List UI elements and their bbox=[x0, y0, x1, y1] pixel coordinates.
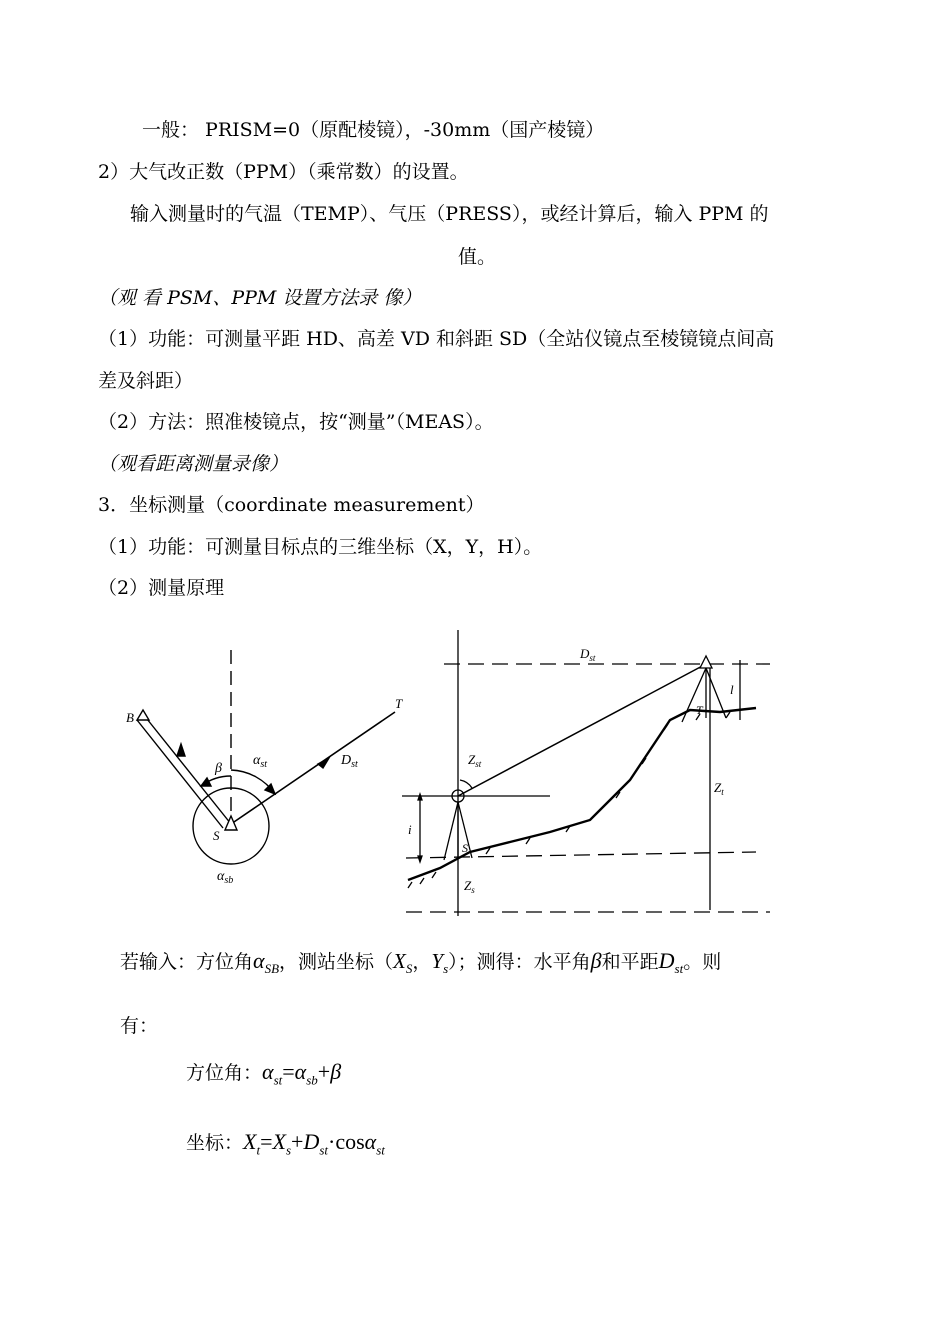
label-instrument-height: i bbox=[408, 822, 412, 837]
video-note-psm: （观 看 PSM、PPM 设置方法录 像） bbox=[98, 287, 422, 309]
label-alpha-sb: $\alpha_{sb}$ bbox=[217, 869, 234, 886]
ppm-description-end: 值。 bbox=[458, 246, 497, 268]
label-dst: $D_{st}$ bbox=[341, 753, 358, 770]
input-description: 若输入：方位角$\alpha_{SB}$，测站坐标（$X_S$，$Y_s$）；测得：水平角β和平距$D_{st}$。则 bbox=[120, 948, 722, 976]
label-beta: β bbox=[215, 761, 222, 776]
label-b: B bbox=[126, 710, 134, 725]
ppm-heading: 2）大气改正数（PPM）（乘常数）的设置。 bbox=[98, 161, 469, 183]
video-note-distance: （观看距离测量录像） bbox=[98, 453, 289, 475]
label-zs: $Z_s$ bbox=[464, 878, 475, 895]
label-alpha-st: $\alpha_{st}$ bbox=[253, 753, 268, 770]
profile-view-diagram bbox=[400, 620, 780, 920]
azimuth-formula: 方位角：$\alpha_{st}=\alpha_{sb}+\beta$ bbox=[186, 1059, 342, 1088]
distance-method: （2）方法：照准棱镜点，按“测量”（MEAS）。 bbox=[98, 411, 494, 433]
distance-function-end: 差及斜距） bbox=[98, 370, 194, 392]
distance-function: （1）功能：可测量平距 HD、高差 VD 和斜距 SD（全站仪镜点至棱镜镜点间高 bbox=[98, 328, 775, 350]
coordinate-formula: 坐标：$X_t=X_s+D_{st}\cdot\cos\alpha_{st}$ bbox=[186, 1129, 385, 1158]
coordinate-heading: 3．坐标测量（coordinate measurement） bbox=[98, 494, 485, 516]
coordinate-function: （1）功能：可测量目标点的三维坐标（X，Y，H）。 bbox=[98, 536, 543, 558]
coordinate-principle: （2）测量原理 bbox=[98, 577, 225, 599]
prism-setting-line: 一般： PRISM=0（原配棱镜），-30mm（国产棱镜） bbox=[142, 119, 605, 141]
label-s: S bbox=[213, 828, 220, 843]
label-t: T bbox=[395, 696, 403, 711]
label-dst-top: $D_{st}$ bbox=[580, 646, 596, 663]
label-zt: $Z_t$ bbox=[714, 780, 724, 797]
input-description-end: 有： bbox=[120, 1015, 159, 1037]
label-station-s: S bbox=[462, 841, 468, 855]
ppm-description: 输入测量时的气温（TEMP）、气压（PRESS），或经计算后，输入 PPM 的 bbox=[130, 203, 769, 225]
label-prism-height: l bbox=[730, 682, 734, 697]
label-target-t: T bbox=[696, 703, 703, 717]
plan-view-diagram bbox=[115, 640, 415, 900]
label-zst: $Z_{st}$ bbox=[468, 752, 482, 769]
